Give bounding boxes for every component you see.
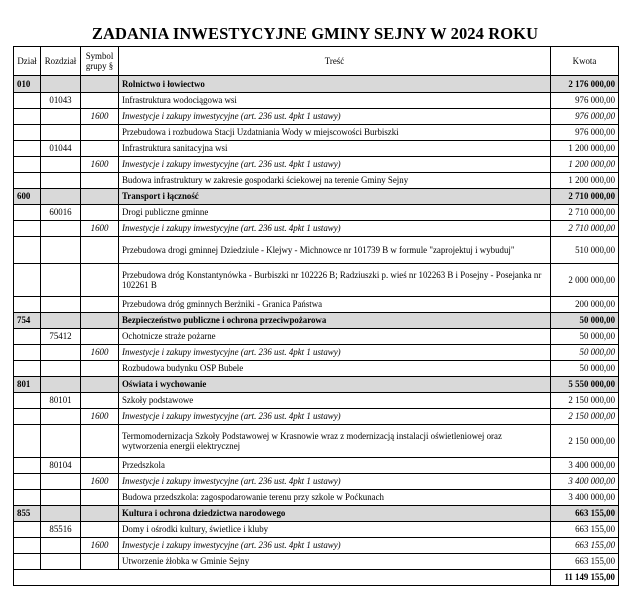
cell-kwota: 50 000,00 — [551, 345, 619, 361]
cell-tresc: Budowa infrastruktury w zakresie gospodarki ściekowej na terenie Gminy Sejny — [119, 173, 551, 189]
cell-tresc: Inwestycje i zakupy inwestycyjne (art. 236 ust. 4pkt 1 ustawy) — [119, 109, 551, 125]
cell-symbol: 1600 — [81, 221, 119, 237]
cell-rozdzial — [41, 221, 81, 237]
cell-symbol — [81, 297, 119, 313]
cell-symbol — [81, 173, 119, 189]
cell-kwota: 3 400 000,00 — [551, 490, 619, 506]
cell-tresc: Przedszkola — [119, 458, 551, 474]
chapter-row — [14, 393, 619, 409]
cell-tresc: Domy i ośrodki kultury, świetlice i kluby — [119, 522, 551, 538]
cell-kwota: 2 150 000,00 — [551, 409, 619, 425]
cell-kwota: 2 176 000,00 — [551, 76, 619, 93]
cell-dzial — [14, 538, 41, 554]
cell-rozdzial — [41, 264, 81, 297]
cell-dzial — [14, 93, 41, 109]
cell-dzial — [14, 173, 41, 189]
cell-kwota: 663 155,00 — [551, 538, 619, 554]
cell-tresc: Inwestycje i zakupy inwestycyjne (art. 236 ust. 4pkt 1 ustawy) — [119, 409, 551, 425]
cell-symbol: 1600 — [81, 538, 119, 554]
cell-kwota: 2 150 000,00 — [551, 425, 619, 458]
cell-symbol — [81, 554, 119, 570]
task-row — [14, 554, 619, 570]
cell-symbol — [81, 264, 119, 297]
cell-dzial — [14, 264, 41, 297]
section-row — [14, 313, 619, 329]
cell-rozdzial — [41, 506, 81, 522]
header-dzial: Dział — [14, 47, 41, 76]
cell-rozdzial — [41, 237, 81, 264]
cell-symbol — [81, 506, 119, 522]
group-row — [14, 474, 619, 490]
chapter-row — [14, 205, 619, 221]
cell-symbol: 1600 — [81, 474, 119, 490]
cell-dzial — [14, 237, 41, 264]
chapter-row — [14, 329, 619, 345]
cell-dzial — [14, 554, 41, 570]
cell-dzial: 600 — [14, 189, 41, 205]
cell-rozdzial — [41, 554, 81, 570]
cell-tresc: Infrastruktura sanitacyjna wsi — [119, 141, 551, 157]
cell-symbol — [81, 141, 119, 157]
header-tresc: Treść — [119, 47, 551, 76]
cell-rozdzial — [41, 125, 81, 141]
task-row — [14, 173, 619, 189]
cell-symbol — [81, 93, 119, 109]
document-title: ZADANIA INWESTYCYJNE GMINY SEJNY W 2024 ROKU — [91, 24, 539, 43]
cell-rozdzial: 60016 — [41, 205, 81, 221]
cell-dzial — [14, 522, 41, 538]
task-row — [14, 237, 619, 264]
cell-tresc: Infrastruktura wodociągowa wsi — [119, 93, 551, 109]
section-row — [14, 506, 619, 522]
cell-tresc: Inwestycje i zakupy inwestycyjne (art. 236 ust. 4pkt 1 ustawy) — [119, 157, 551, 173]
cell-kwota: 510 000,00 — [551, 237, 619, 264]
cell-dzial: 801 — [14, 377, 41, 393]
group-row — [14, 221, 619, 237]
cell-symbol — [81, 490, 119, 506]
cell-dzial — [14, 157, 41, 173]
cell-tresc: Utworzenie żłobka w Gminie Sejny — [119, 554, 551, 570]
cell-rozdzial — [41, 189, 81, 205]
cell-tresc: Termomodernizacja Szkoły Podstawowej w Krasnowie wraz z modernizacją instalacji oświetleniowej oraz wytworzenia energii elektrycznej — [119, 425, 551, 458]
cell-symbol — [81, 361, 119, 377]
cell-rozdzial — [41, 297, 81, 313]
cell-kwota: 2 710 000,00 — [551, 189, 619, 205]
cell-kwota: 2 710 000,00 — [551, 221, 619, 237]
total-amount: 11 149 155,00 — [551, 570, 619, 586]
cell-rozdzial — [41, 425, 81, 458]
task-row — [14, 361, 619, 377]
cell-kwota: 976 000,00 — [551, 125, 619, 141]
cell-tresc: Transport i łączność — [119, 189, 551, 205]
cell-dzial — [14, 221, 41, 237]
cell-symbol — [81, 458, 119, 474]
task-row — [14, 425, 619, 458]
total-label-cell — [14, 570, 551, 586]
section-row — [14, 377, 619, 393]
group-row — [14, 409, 619, 425]
cell-rozdzial: 80104 — [41, 458, 81, 474]
cell-rozdzial — [41, 76, 81, 93]
cell-dzial — [14, 474, 41, 490]
cell-symbol — [81, 237, 119, 264]
cell-symbol — [81, 522, 119, 538]
cell-dzial — [14, 205, 41, 221]
cell-dzial — [14, 458, 41, 474]
cell-dzial — [14, 297, 41, 313]
cell-tresc: Inwestycje i zakupy inwestycyjne (art. 236 ust. 4pkt 1 ustawy) — [119, 474, 551, 490]
group-row — [14, 538, 619, 554]
cell-tresc: Rozbudowa budynku OSP Bubele — [119, 361, 551, 377]
cell-dzial — [14, 141, 41, 157]
header-rozdzial: Rozdział — [41, 47, 81, 76]
cell-tresc: Inwestycje i zakupy inwestycyjne (art. 236 ust. 4pkt 1 ustawy) — [119, 538, 551, 554]
section-row — [14, 76, 619, 93]
cell-symbol — [81, 377, 119, 393]
cell-kwota: 976 000,00 — [551, 93, 619, 109]
cell-kwota: 2 710 000,00 — [551, 205, 619, 221]
cell-rozdzial: 85516 — [41, 522, 81, 538]
cell-dzial — [14, 409, 41, 425]
cell-rozdzial: 80101 — [41, 393, 81, 409]
total-row — [14, 570, 619, 586]
cell-tresc: Budowa przedszkola: zagospodarowanie terenu przy szkole w Poćkunach — [119, 490, 551, 506]
cell-kwota: 976 000,00 — [551, 109, 619, 125]
cell-kwota: 1 200 000,00 — [551, 141, 619, 157]
cell-symbol — [81, 329, 119, 345]
table-header-row — [14, 47, 619, 76]
cell-tresc: Przebudowa dróg Konstantynówka - Burbiszki nr 102226 B; Radziuszki p. wieś nr 102263 B i Posejny - Posejanka nr 102261 B — [119, 264, 551, 297]
cell-dzial — [14, 125, 41, 141]
task-row — [14, 490, 619, 506]
cell-rozdzial — [41, 474, 81, 490]
cell-symbol: 1600 — [81, 157, 119, 173]
cell-dzial: 754 — [14, 313, 41, 329]
cell-dzial — [14, 329, 41, 345]
cell-rozdzial — [41, 345, 81, 361]
chapter-row — [14, 93, 619, 109]
cell-symbol: 1600 — [81, 109, 119, 125]
cell-dzial: 010 — [14, 76, 41, 93]
chapter-row — [14, 522, 619, 538]
cell-tresc: Ochotnicze straże pożarne — [119, 329, 551, 345]
cell-symbol: 1600 — [81, 345, 119, 361]
cell-rozdzial: 75412 — [41, 329, 81, 345]
cell-symbol — [81, 425, 119, 458]
cell-dzial — [14, 490, 41, 506]
group-row — [14, 109, 619, 125]
header-symbol: Symbol grupy § — [81, 47, 119, 76]
cell-rozdzial — [41, 409, 81, 425]
cell-rozdzial — [41, 313, 81, 329]
cell-tresc: Inwestycje i zakupy inwestycyjne (art. 236 ust. 4pkt 1 ustawy) — [119, 345, 551, 361]
cell-tresc: Bezpieczeństwo publiczne i ochrona przeciwpożarowa — [119, 313, 551, 329]
cell-rozdzial: 01044 — [41, 141, 81, 157]
cell-tresc: Kultura i ochrona dziedzictwa narodowego — [119, 506, 551, 522]
cell-rozdzial — [41, 157, 81, 173]
cell-kwota: 663 155,00 — [551, 522, 619, 538]
header-kwota: Kwota — [551, 47, 619, 76]
chapter-row — [14, 458, 619, 474]
cell-kwota: 2 150 000,00 — [551, 393, 619, 409]
cell-symbol: 1600 — [81, 409, 119, 425]
group-row — [14, 345, 619, 361]
cell-symbol — [81, 76, 119, 93]
cell-tresc: Drogi publiczne gminne — [119, 205, 551, 221]
task-row — [14, 297, 619, 313]
cell-tresc: Szkoły podstawowe — [119, 393, 551, 409]
cell-kwota: 1 200 000,00 — [551, 157, 619, 173]
task-row — [14, 264, 619, 297]
cell-kwota: 1 200 000,00 — [551, 173, 619, 189]
cell-rozdzial — [41, 173, 81, 189]
cell-kwota: 200 000,00 — [551, 297, 619, 313]
cell-kwota: 50 000,00 — [551, 361, 619, 377]
cell-symbol — [81, 393, 119, 409]
cell-symbol — [81, 189, 119, 205]
cell-kwota: 3 400 000,00 — [551, 458, 619, 474]
cell-tresc: Przebudowa drogi gminnej Dziedziule - Klejwy - Michnowce nr 101739 B w formule "zaprojektuj i wybuduj" — [119, 237, 551, 264]
cell-dzial — [14, 425, 41, 458]
cell-dzial — [14, 109, 41, 125]
cell-rozdzial — [41, 490, 81, 506]
cell-kwota: 2 000 000,00 — [551, 264, 619, 297]
section-row — [14, 189, 619, 205]
cell-kwota: 3 400 000,00 — [551, 474, 619, 490]
cell-kwota: 5 550 000,00 — [551, 377, 619, 393]
cell-dzial — [14, 345, 41, 361]
cell-dzial: 855 — [14, 506, 41, 522]
cell-tresc: Przebudowa dróg gminnych Berżniki - Granica Państwa — [119, 297, 551, 313]
cell-tresc: Rolnictwo i łowiectwo — [119, 76, 551, 93]
cell-dzial — [14, 361, 41, 377]
cell-symbol — [81, 313, 119, 329]
cell-symbol — [81, 125, 119, 141]
cell-rozdzial — [41, 377, 81, 393]
cell-rozdzial — [41, 538, 81, 554]
cell-tresc: Oświata i wychowanie — [119, 377, 551, 393]
cell-rozdzial — [41, 109, 81, 125]
cell-rozdzial: 01043 — [41, 93, 81, 109]
cell-kwota: 50 000,00 — [551, 313, 619, 329]
cell-rozdzial — [41, 361, 81, 377]
cell-kwota: 663 155,00 — [551, 554, 619, 570]
cell-kwota: 663 155,00 — [551, 506, 619, 522]
chapter-row — [14, 141, 619, 157]
cell-symbol — [81, 205, 119, 221]
cell-dzial — [14, 393, 41, 409]
investment-table — [13, 46, 619, 586]
task-row — [14, 125, 619, 141]
cell-tresc: Inwestycje i zakupy inwestycyjne (art. 236 ust. 4pkt 1 ustawy) — [119, 221, 551, 237]
cell-kwota: 50 000,00 — [551, 329, 619, 345]
cell-tresc: Przebudowa i rozbudowa Stacji Uzdatniania Wody w miejscowości Burbiszki — [119, 125, 551, 141]
group-row — [14, 157, 619, 173]
